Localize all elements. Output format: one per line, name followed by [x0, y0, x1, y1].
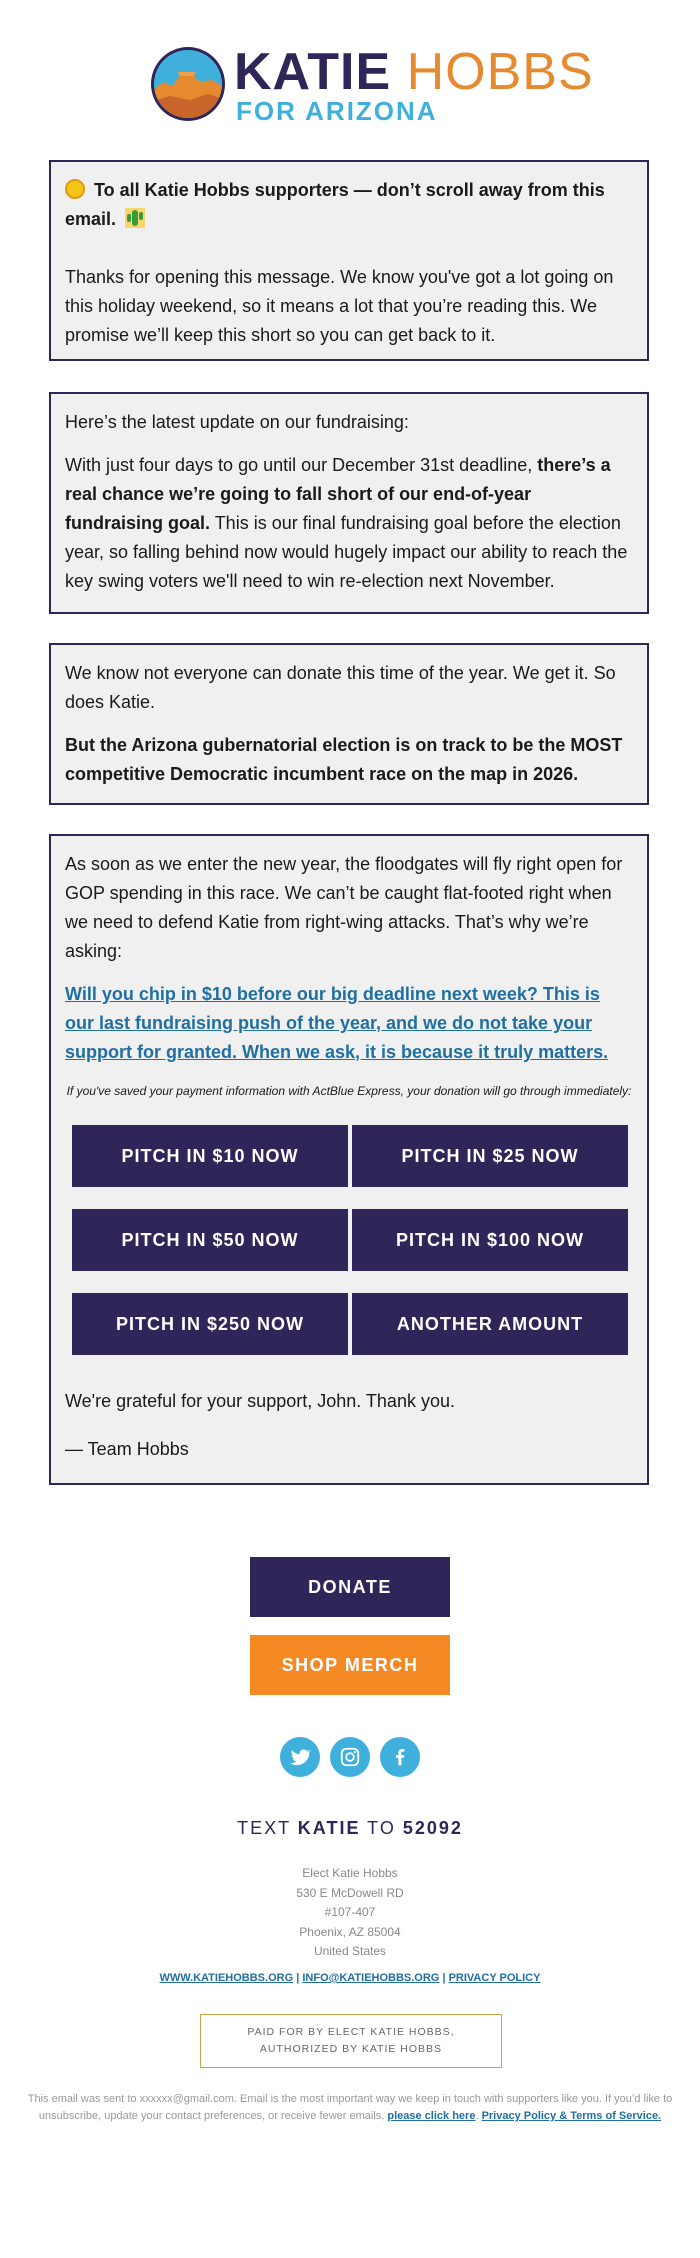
unsubscribe-link[interactable]: please click here — [387, 2110, 476, 2122]
intro-heading-text: To all Katie Hobbs supporters — don’t scroll away from this email. — [65, 180, 605, 229]
text-mid: TO — [360, 1818, 403, 1838]
update-intro: Here’s the latest update on our fundraising: — [65, 412, 409, 432]
privacy-policy-link[interactable]: PRIVACY POLICY — [448, 1972, 541, 1984]
actblue-express-note: If you've saved your payment information with ActBlue Express, your donation will go through immediately: — [66, 1084, 632, 1098]
logo-name — [234, 44, 594, 100]
update-body-post: This is our final fundraising goal before the election year, so falling behind now would hugely impact our ability to reach the key swing voters we'll need to win re-election next November. — [65, 513, 628, 591]
logo-first-name: KATIE — [234, 43, 392, 101]
thanks-text: We're grateful for your support, John. Thank you. — [65, 1391, 455, 1411]
intro-body: Thanks for opening this message. We know you've got a lot going on this holiday weekend, so it means a lot that you’re reading this. We promise we’ll keep this short so you can get back to it. — [65, 267, 614, 345]
twitter-icon — [289, 1746, 311, 1768]
footer-note-text: This email was sent to xxxxxx@gmail.com. Email is the most important way we keep in touch with supporters like you. If you’d like to unsubscribe, update your contact preferences, or receive fewer emails, — [27, 2093, 673, 2122]
logo-last-name: HOBBS — [406, 43, 594, 101]
mailing-address — [0, 1864, 700, 1962]
pitch-100-button[interactable]: PITCH IN $100 NOW — [352, 1209, 628, 1271]
instagram-icon — [339, 1746, 361, 1768]
sun-emoji-icon — [65, 179, 85, 199]
facebook-link[interactable] — [380, 1737, 420, 1777]
pitch-25-button[interactable]: PITCH IN $25 NOW — [352, 1125, 628, 1187]
update-body — [65, 451, 633, 596]
footer-note-sep: . — [475, 2110, 482, 2122]
footer-note — [20, 2091, 680, 2125]
race-statement: But the Arizona gubernatorial election is on track to be the MOST competitive Democratic incumbent race on the map in 2026. — [65, 735, 623, 784]
privacy-terms-link[interactable]: Privacy Policy & Terms of Service. — [481, 2110, 662, 2122]
paid-for-line: AUTHORIZED BY KATIE HOBBS — [259, 2043, 443, 2055]
ask-intro: As soon as we enter the new year, the floodgates will fly right open for GOP spending in this race. We can’t be caught flat-footed right when we need to defend Katie from right-wing attacks. That’s why we’re asking: — [65, 854, 623, 961]
donate-button[interactable]: DONATE — [250, 1557, 450, 1617]
address-line: United States — [313, 1944, 387, 1958]
link-separator: | — [442, 1972, 446, 1984]
text-to-join — [0, 1818, 700, 1839]
address-line: Elect Katie Hobbs — [302, 1866, 398, 1880]
campaign-logo — [150, 43, 594, 126]
another-amount-button[interactable]: ANOTHER AMOUNT — [352, 1293, 628, 1355]
update-body-pre: With just four days to go until our December 31st deadline, — [65, 455, 538, 475]
pitch-10-button[interactable]: PITCH IN $10 NOW — [72, 1125, 348, 1187]
email-link[interactable]: INFO@KATIEHOBBS.ORG — [302, 1972, 440, 1984]
logo-tagline: FOR ARIZONA — [236, 96, 438, 126]
address-line: 530 E McDowell RD — [296, 1885, 404, 1900]
twitter-link[interactable] — [280, 1737, 320, 1777]
pitch-50-button[interactable]: PITCH IN $50 NOW — [72, 1209, 348, 1271]
facebook-icon — [389, 1746, 411, 1768]
address-line: #107-407 — [324, 1905, 376, 1919]
address-line: Phoenix, AZ 85004 — [299, 1924, 401, 1939]
pitch-250-button[interactable]: PITCH IN $250 NOW — [72, 1293, 348, 1355]
fundraising-update-box — [49, 392, 649, 614]
shop-merch-button[interactable]: SHOP MERCH — [250, 1635, 450, 1695]
cactus-emoji-icon — [125, 208, 145, 228]
text-number: 52092 — [402, 1818, 463, 1838]
arizona-landscape-icon — [150, 46, 226, 122]
race-intro: We know not everyone can donate this time of the year. We get it. So does Katie. — [65, 663, 616, 712]
update-body-bold: there’s a real chance we’re going to fall short of our end-of-year fundraising goal. — [65, 455, 611, 533]
paid-for-disclaimer — [200, 2014, 502, 2068]
intro-box — [49, 160, 649, 361]
footer-links — [0, 1972, 700, 1984]
text-pre: TEXT — [237, 1818, 298, 1838]
website-link[interactable]: WWW.KATIEHOBBS.ORG — [159, 1972, 294, 1984]
link-separator: | — [296, 1972, 300, 1984]
instagram-link[interactable] — [330, 1737, 370, 1777]
text-keyword: KATIE — [297, 1818, 361, 1838]
intro-heading — [65, 176, 633, 234]
paid-for-line: PAID FOR BY ELECT KATIE HOBBS, — [247, 2026, 455, 2038]
chip-in-link[interactable]: Will you chip in $10 before our big deadline next week? This is our last fundraising push of the year, and we do not take your support for granted. When we ask, it is because it truly matters. — [65, 984, 609, 1062]
competitive-race-box — [49, 643, 649, 805]
signoff-text: — Team Hobbs — [65, 1439, 189, 1459]
